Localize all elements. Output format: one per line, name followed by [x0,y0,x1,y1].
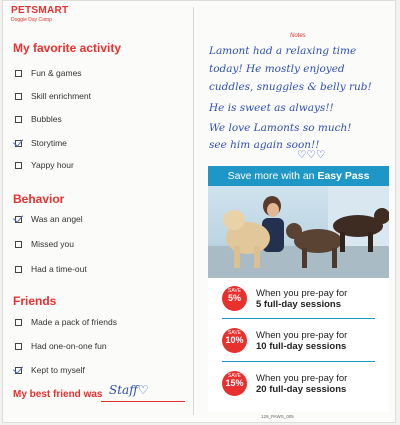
dogs-photo [208,186,389,278]
checkbox[interactable] [15,343,22,350]
save-badge: SAVE 5% [222,286,247,311]
checkbox[interactable] [15,70,22,77]
activity-item[interactable]: Bubbles [15,114,62,124]
offer-divider [222,318,375,319]
checkbox[interactable] [15,319,22,326]
checkbox-checked[interactable] [15,216,22,223]
behavior-item[interactable]: Missed you [15,239,74,249]
checkbox[interactable] [15,162,22,169]
friends-item[interactable]: Had one-on-one fun [15,341,107,351]
behavior-heading: Behavior [13,192,65,206]
friends-item[interactable]: Made a pack of friends [15,317,117,327]
offer-10: SAVE 10% When you pre-pay for 10 full-day sessions [222,328,347,353]
save-badge: SAVE 15% [222,371,247,396]
easy-pass-promo [208,166,389,412]
friends-item[interactable]: Kept to myself [15,365,85,375]
behavior-item[interactable]: Had a time-out [15,264,87,274]
checkbox-checked[interactable] [15,367,22,374]
activity-item[interactable]: Storytime [15,138,67,148]
checkbox[interactable] [15,93,22,100]
note-line: He is sweet as always!! [209,102,334,114]
notes-label: Notes [290,33,306,39]
note-line: We love Lamonts so much! [209,122,352,134]
checkbox[interactable] [15,116,22,123]
best-friend-line [101,401,185,402]
offer-divider [222,361,375,362]
note-line: Lamont had a relaxing time [209,45,357,57]
activity-item[interactable]: Yappy hour [15,160,74,170]
column-divider [193,7,194,415]
activity-heading: My favorite activity [13,41,122,55]
note-line: see him again soon!! [209,139,320,151]
note-hearts: ♡♡♡ [297,149,326,161]
checkbox[interactable] [15,266,22,273]
save-badge: SAVE 10% [222,328,247,353]
activity-item[interactable]: Fun & games [15,68,82,78]
dogs-illustration [208,186,389,278]
friends-heading: Friends [13,294,57,308]
offer-15: SAVE 15% When you pre-pay for 20 full-day sessions [222,371,347,396]
offer-5: SAVE 5% When you pre-pay for 5 full-day sessions [222,286,347,311]
checkbox-checked[interactable] [15,140,22,147]
best-friend-label: My best friend was [13,389,103,400]
note-line: cuddles, snuggles & belly rub! [209,81,372,93]
petsmart-logo: PETSMART Doggie Day Camp [11,5,69,23]
activity-item[interactable]: Skill enrichment [15,91,91,101]
note-line: today! He mostly enjoyed [209,63,345,75]
promo-header: Save more with an Easy Pass [208,166,389,186]
form-code: 129_PAWS_005 [261,414,294,419]
report-card [2,0,396,423]
checkbox[interactable] [15,241,22,248]
best-friend-value[interactable]: Staff♡ [109,383,149,397]
behavior-item[interactable]: Was an angel [15,214,83,224]
